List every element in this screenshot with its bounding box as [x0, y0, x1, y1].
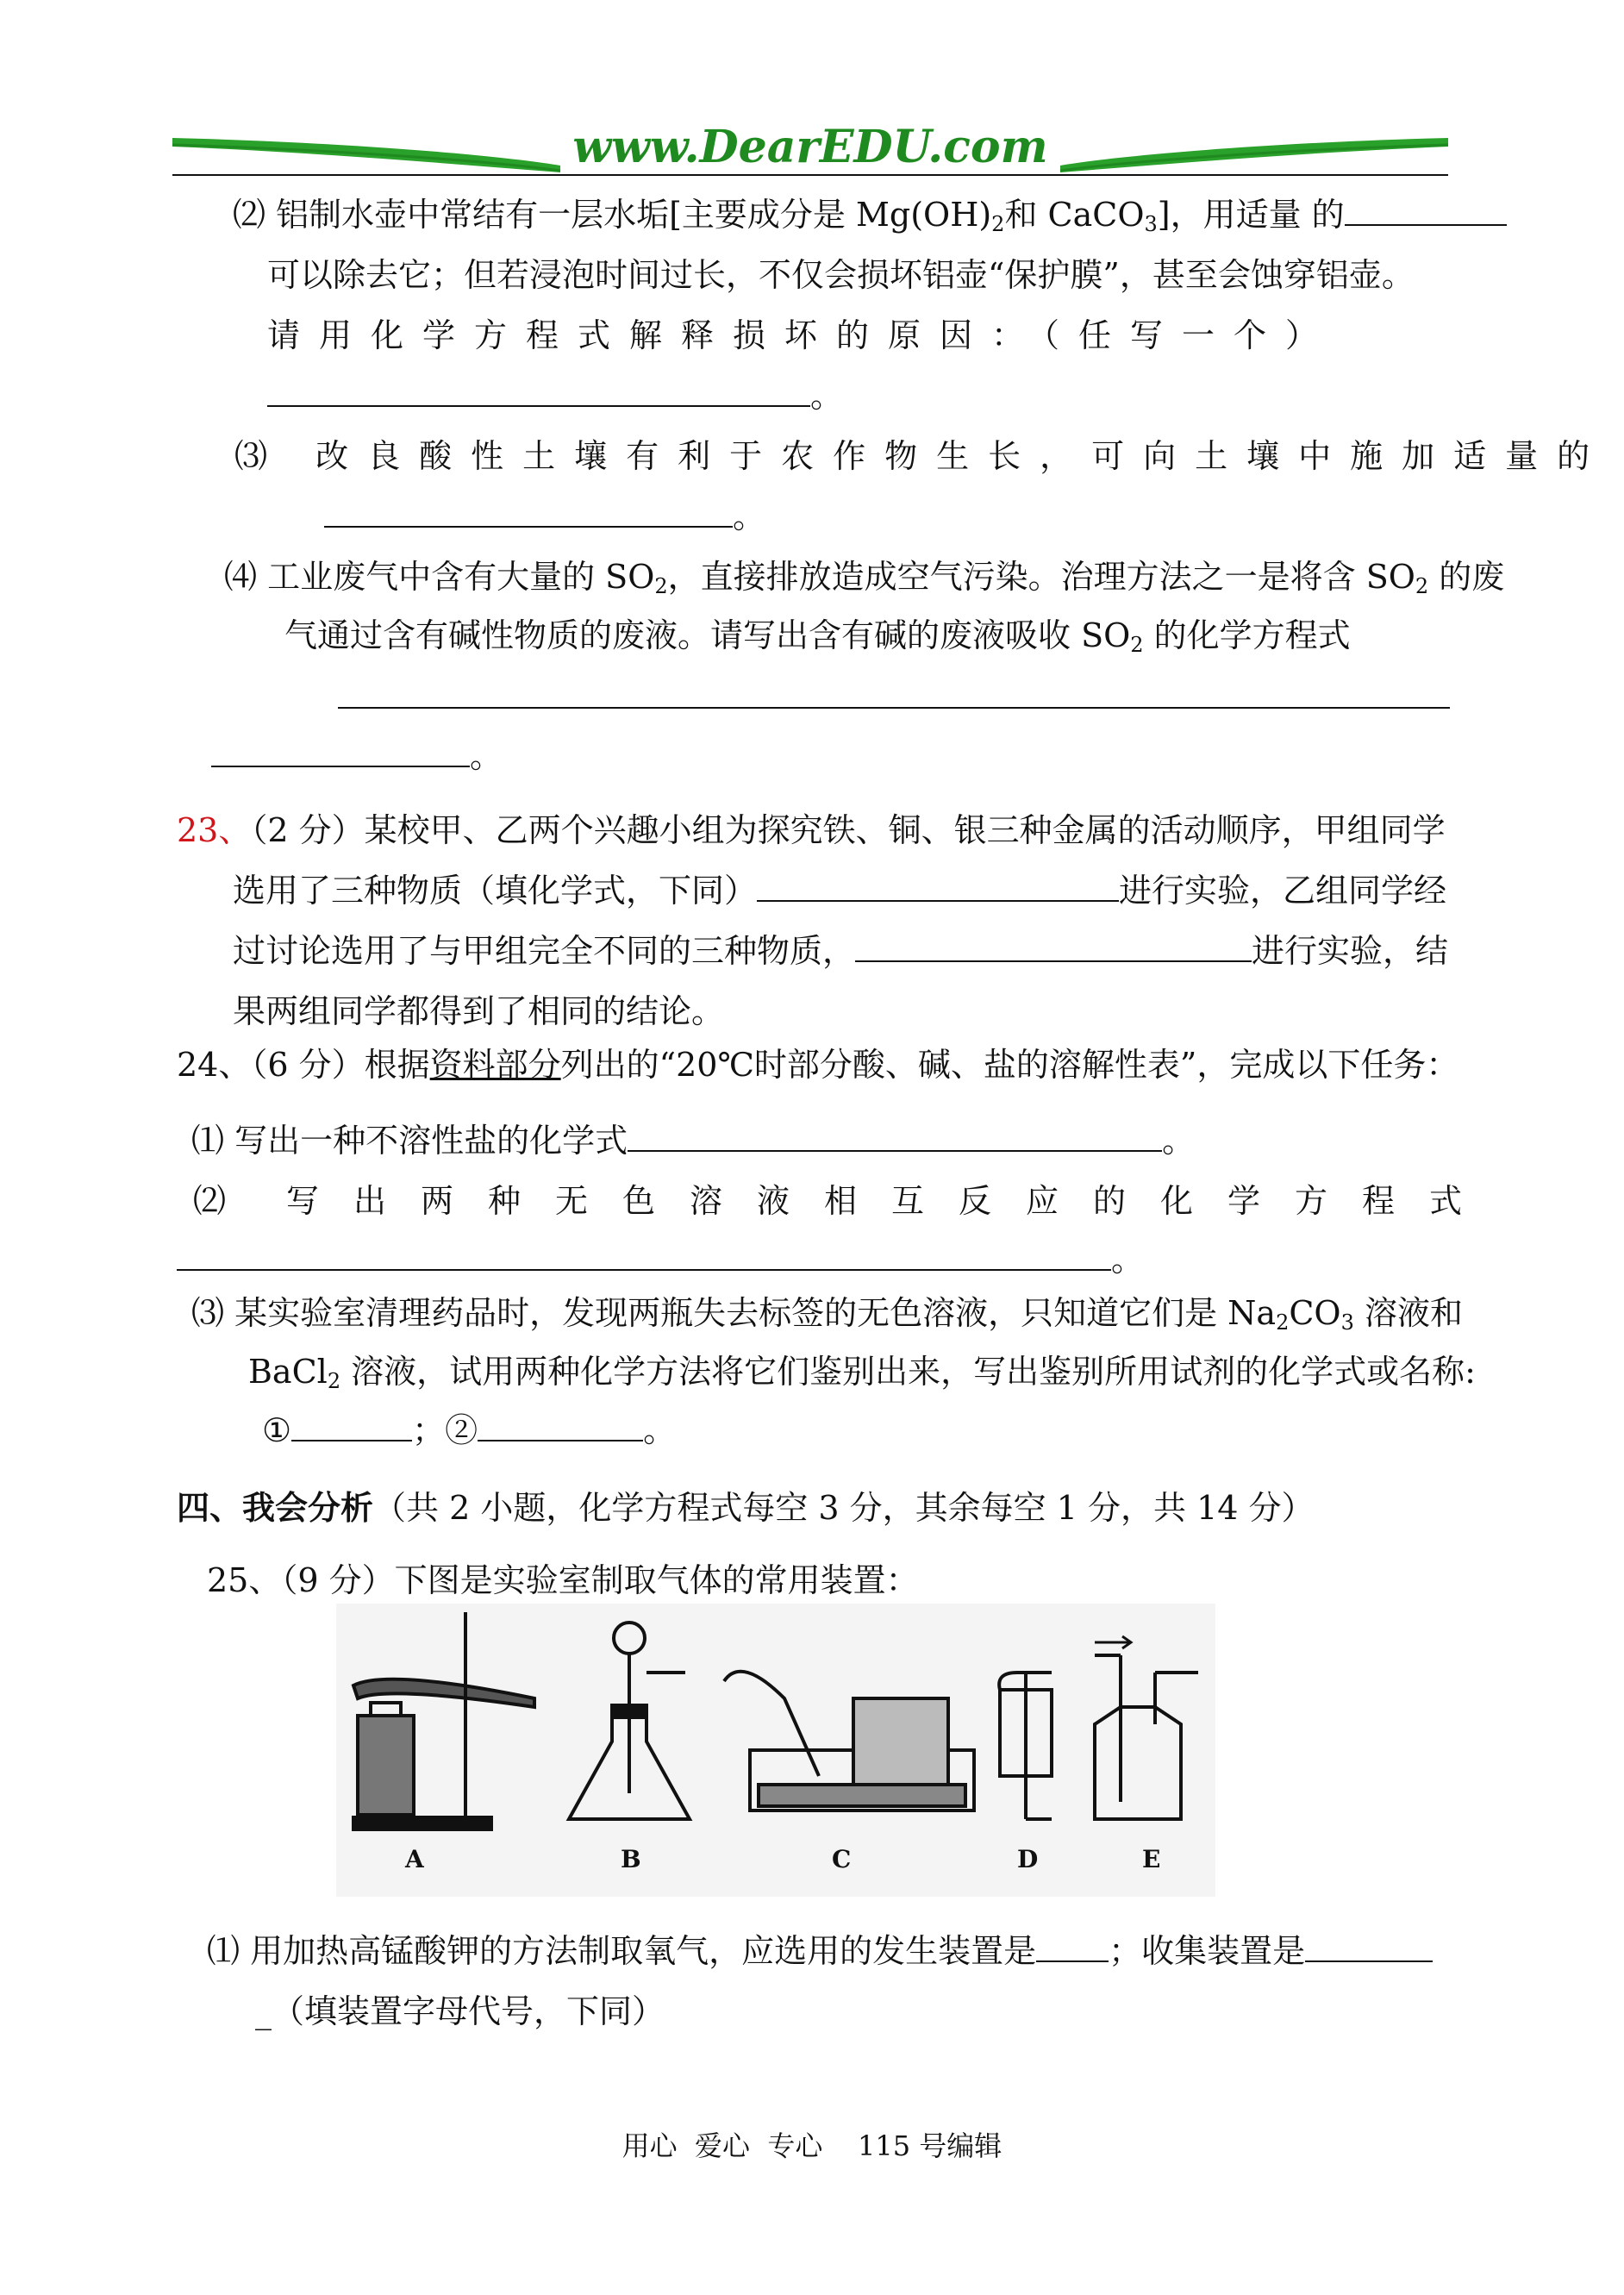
apparatus-label-b: B — [621, 1845, 641, 1873]
section4-title: 四、我会分析 — [177, 1488, 374, 1527]
q25-line1: 25、（9 分）下图是实验室制取气体的常用装置： — [207, 1561, 919, 1599]
answer-blank[interactable] — [1305, 1931, 1433, 1962]
apparatus-label-a: A — [405, 1845, 424, 1873]
apparatus-label-d: D — [1017, 1845, 1039, 1873]
q24-line1: 24、（6 分）根据资料部分列出的“20℃时部分酸、碱、盐的溶解性表”，完成以下任务： — [177, 1046, 1459, 1084]
answer-blank[interactable] — [211, 736, 470, 767]
q23-line1: 23、（2 分）某校甲、乙两个兴趣小组为探究铁、铜、银三种金属的活动顺序，甲组同学 — [177, 811, 1446, 849]
q23-number: 23、 — [177, 811, 252, 849]
q23-line3: 过讨论选用了与甲组完全不同的三种物质， 进行实验，结 — [233, 932, 1449, 970]
answer-blank[interactable] — [1345, 195, 1507, 226]
q23-line2: 选用了三种物质（填化学式，下同） 进行实验，乙组同学经 — [233, 872, 1447, 910]
answer-blank-long[interactable] — [338, 707, 1450, 709]
footer-text: 用心 爱心 专心 115 号编辑 — [621, 2129, 1003, 2162]
q24-p3-line1: ⑶ 某实验室清理药品时，发现两瓶失去标签的无色溶液，只知道它们是 $Na_2CO_3$ 溶液和 — [191, 1294, 1463, 1335]
q22-p2-line3: 请用化学方程式解释损坏的原因：（任写一个） — [267, 316, 1338, 354]
q24-underlined-ref: 资料部分 — [429, 1046, 561, 1084]
answer-blank[interactable] — [267, 376, 810, 407]
q22-p2-line4: 。 — [267, 376, 843, 416]
q24-p2-blank-line: 。 — [177, 1240, 1144, 1279]
answer-blank[interactable] — [1036, 1931, 1109, 1962]
answer-blank[interactable] — [757, 871, 1119, 902]
q24-p3-line3: ① ；② 。 — [262, 1411, 677, 1449]
q24-p2: ⑵ 写出两种无色溶液相互反应的化学方程式 — [193, 1182, 1497, 1220]
header-logo-text: www.DearEDU.com — [572, 121, 1048, 173]
answer-blank[interactable] — [291, 1410, 412, 1441]
q25-p1-line2: _（填装置字母代号，下同） — [255, 1992, 665, 2030]
q22-p3-line2: 。 — [324, 497, 765, 536]
answer-blank[interactable] — [177, 1240, 1111, 1271]
answer-blank[interactable] — [628, 1121, 1162, 1152]
section4-heading: 四、我会分析（共 2 小题，化学方程式每空 3 分，其余每空 1 分，共 14 分） — [177, 1488, 1315, 1527]
answer-blank[interactable] — [324, 497, 733, 528]
q22-p4-line2: 气通过含有碱性物质的废液。请写出含有碱的废液吸收 $SO_2$ 的化学方程式 — [284, 616, 1351, 657]
answer-blank[interactable] — [855, 931, 1252, 962]
lab-apparatus-diagram — [336, 1604, 1215, 1897]
answer-blank[interactable] — [478, 1410, 643, 1441]
q22-p2-line2: 可以除去它；但若浸泡时间过长，不仅会损坏铝壶“保护膜”，甚至会蚀穿铝壶。 — [267, 256, 1415, 294]
q24-p1: ⑴ 写出一种不溶性盐的化学式 。 — [191, 1122, 1196, 1160]
apparatus-label-e: E — [1142, 1845, 1161, 1873]
q24-p3-line2: BaCl$_2$ 溶液，试用两种化学方法将它们鉴别出来，写出鉴别所用试剂的化学式或名称: — [248, 1353, 1476, 1393]
apparatus-figure — [336, 1604, 1215, 1897]
q23-line4: 果两组同学都得到了相同的结论。 — [233, 992, 725, 1030]
q22-p4-line1: ⑷ 工业废气中含有大量的 $SO_2$，直接排放造成空气污染。治理方法之一是将含 $SO_2$ 的废 — [224, 558, 1505, 598]
header-rule — [172, 174, 1448, 176]
q22-p2-line1: ⑵ 铝制水壶中常结有一层水垢[主要成分是 $Mg(OH)_2$和 CaCO$_3$]，用适量 的 — [233, 195, 1507, 235]
q22-p4-line3: 。 — [211, 736, 503, 776]
q25-p1-line1: ⑴ 用加热高锰酸钾的方法制取氧气，应选用的发生装置是 ；收集装置是 — [207, 1931, 1433, 1971]
q22-p3-line1: ⑶ 改良酸性土壤有利于农作物生长，可向土壤中施加适量的 — [234, 437, 1609, 475]
apparatus-label-c: C — [832, 1845, 852, 1873]
